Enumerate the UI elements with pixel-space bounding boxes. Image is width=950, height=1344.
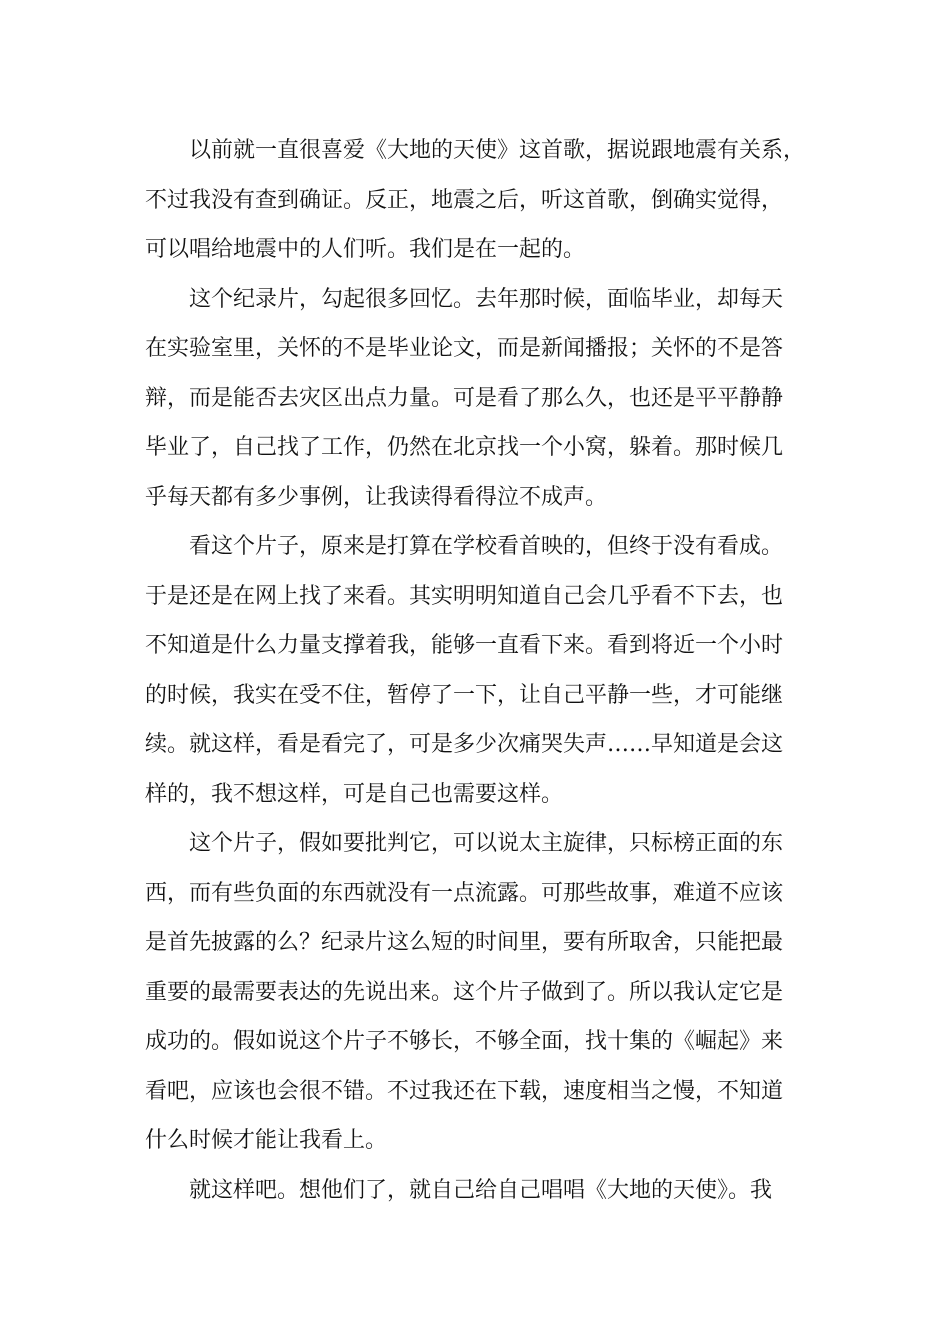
text-line: 续。就这样，看是看完了，可是多少次痛哭失声……早知道是会这 <box>145 732 784 757</box>
text-line: 重要的最需要表达的先说出来。这个片子做到了。所以我认定它是 <box>145 979 784 1005</box>
text-line: 于是还是在网上找了来看。其实明明知道自己会几乎看不下去，也 <box>145 583 784 609</box>
text-line: 是首先披露的么？纪录片这么短的时间里，要有所取舍，只能把最 <box>145 930 784 955</box>
text-line: 在实验室里，关怀的不是毕业论文，而是新闻播报；关怀的不是答 <box>145 336 784 361</box>
text-line: 样的，我不想这样，可是自己也需要这样。 <box>145 781 564 807</box>
paragraph-2 <box>145 275 811 523</box>
text-line: 西，而有些负面的东西就没有一点流露。可那些故事，难道不应该 <box>145 880 784 906</box>
text-line: 不知道是什么力量支撑着我，能够一直看下来。看到将近一个小时 <box>145 633 784 658</box>
text-line: 毕业了，自己找了工作，仍然在北京找一个小窝，躲着。那时候几 <box>145 435 784 460</box>
text-line: 这个片子，假如要批判它，可以说太主旋律，只标榜正面的东 <box>189 831 784 856</box>
paragraph-4 <box>145 819 811 1166</box>
text-line: 不过我没有查到确证。反正，地震之后，听这首歌，倒确实觉得， <box>145 187 784 213</box>
text-line: 以前就一直很喜爱《大地的天使》这首歌，据说跟地震有关系， <box>189 138 806 163</box>
text-line: 可以唱给地震中的人们听。我们是在一起的。 <box>145 237 586 262</box>
paragraph-5 <box>145 1166 811 1216</box>
text-line: 辩，而是能否去灾区出点力量。可是看了那么久，也还是平平静静 <box>145 385 784 411</box>
text-line: 什么时候才能让我看上。 <box>145 1128 388 1153</box>
text-line: 就这样吧。想他们了，就自己给自己唱唱《大地的天使》。我 <box>189 1177 773 1203</box>
paragraph-3 <box>145 522 811 819</box>
text-line: 成功的。假如说这个片子不够长，不够全面，找十集的《崛起》来 <box>145 1029 784 1054</box>
text-line: 看这个片子，原来是打算在学校看首映的，但终于没有看成。 <box>189 534 784 559</box>
text-line: 乎每天都有多少事例，让我读得看得泣不成声。 <box>145 484 608 510</box>
text-line: 看吧，应该也会很不错。不过我还在下载，速度相当之慢，不知道 <box>145 1078 784 1104</box>
document-body <box>145 126 811 1215</box>
text-line: 这个纪录片，勾起很多回忆。去年那时候，面临毕业，却每天 <box>189 286 784 312</box>
text-line: 的时候，我实在受不住，暂停了一下，让自己平静一些，才可能继 <box>145 682 784 708</box>
paragraph-1 <box>145 126 811 275</box>
